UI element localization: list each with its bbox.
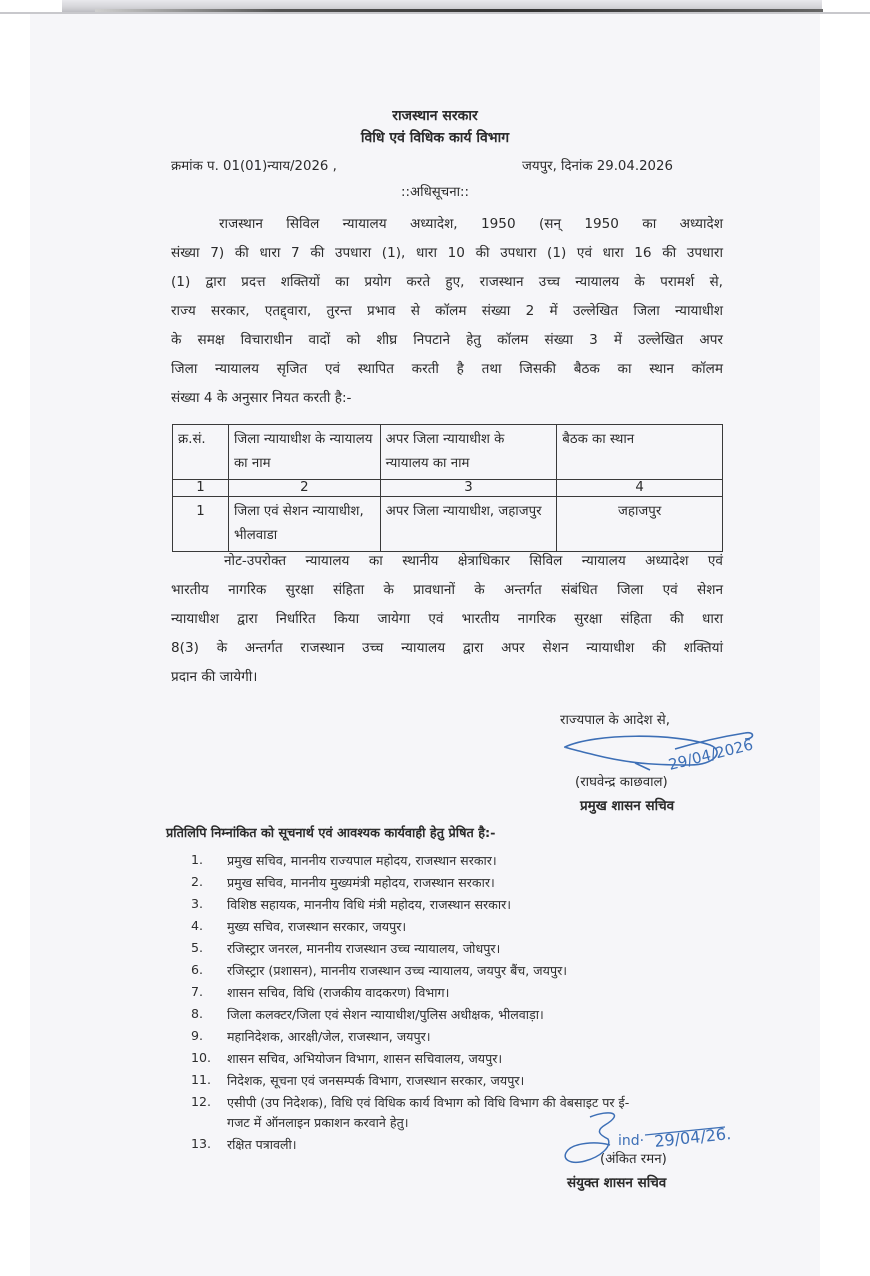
item-text: महानिदेशक, आरक्षी/जेल, राजस्थान, जयपुर। [227,1029,431,1044]
header-serial: क्र.सं. [173,425,229,480]
joint-secretary-name: (अंकित रमन) [600,1152,667,1167]
item-number: 2. [191,874,204,889]
para-line: संख्या 4 के अनुसार नियत करती है:- [171,390,352,406]
item-number: 6. [191,962,204,977]
para-line: जिला न्यायालय सृजित एवं स्थापित करती है तथा जिसकी बैठक का स्थान कॉलम [171,361,723,377]
department-title: विधि एवं विधिक कार्य विभाग [360,130,510,146]
item-number: 12. [191,1094,212,1109]
para-line: राज्य सरकार, एतद्द्वारा, तुरन्त प्रभाव से कॉलम संख्या 2 में उल्लेखित जिला न्यायाधीश [171,303,723,319]
government-title: राजस्थान सरकार [392,108,478,124]
colnum: 3 [380,480,557,497]
item-text: प्रमुख सचिव, माननीय मुख्यमंत्री महोदय, राजस्थान सरकार। [227,875,495,890]
signatory-designation: प्रमुख शासन सचिव [580,798,675,814]
signatory-name: (राघवेन्द्र काछवाल) [575,775,668,790]
note-line: नोट-उपरोक्त न्यायालय का स्थानीय क्षेत्राधिकार सिविल न्यायालय अध्यादेश एवं [224,553,723,569]
note-line: 8(3) के अन्तर्गत राजस्थान उच्च न्यायालय द्वारा अपर सेशन न्यायाधीश की शक्तियां [171,640,723,656]
item-text: रजिस्ट्रार (प्रशासन), माननीय राजस्थान उच्च न्यायालय, जयपुर बैंच, जयपुर। [227,963,568,978]
colnum: 1 [173,480,229,497]
governor-order-line: राज्यपाल के आदेश से, [560,713,671,728]
colnum: 4 [557,480,723,497]
item-text: रक्षित पत्रावली। [227,1137,297,1152]
item-number: 8. [191,1006,204,1021]
item-number: 1. [191,852,204,867]
cell-district-court: जिला एवं सेशन न्यायाधीश, भीलवाडा [228,497,380,552]
item-text: गजट में ऑनलाइन प्रकाशन करवाने हेतु। [227,1115,409,1130]
signature-date: 29/04/2026 [666,735,755,774]
notification-title: ::अधिसूचना:: [401,185,469,200]
note-line: न्यायाधीश द्वारा निर्धारित किया जायेगा एवं भारतीय नागरिक सुरक्षा संहिता की धारा [171,611,723,627]
table-column-number-row [173,480,723,497]
header-district-court: जिला न्यायाधीश के न्यायालय का नाम [228,425,380,480]
signature-icon [550,1105,810,1185]
para-line: राजस्थान सिविल न्यायालय अध्यादेश, 1950 (सन् 1950 का अध्यादेश [219,216,723,232]
header-additional-court: अपर जिला न्यायाधीश के न्यायालय का नाम [380,425,557,480]
item-text: जिला कलक्टर/जिला एवं सेशन न्यायाधीश/पुलिस अधीक्षक, भीलवाड़ा। [227,1007,544,1022]
item-text: निदेशक, सूचना एवं जनसम्पर्क विभाग, राजस्थान सरकार, जयपुर। [227,1073,525,1088]
item-number: 10. [191,1050,212,1065]
item-number: 5. [191,940,204,955]
item-number: 13. [191,1136,212,1151]
note-line: भारतीय नागरिक सुरक्षा संहिता के प्रावधानों के अन्तर्गत संबंधित जिला एवं सेशन [171,582,723,598]
colnum: 2 [228,480,380,497]
item-text: रजिस्ट्रार जनरल, माननीय राजस्थान उच्च न्यायालय, जोधपुर। [227,941,501,956]
item-number: 9. [191,1028,204,1043]
item-number: 4. [191,918,204,933]
item-number: 7. [191,984,204,999]
place-date: जयपुर, दिनांक 29.04.2026 [522,159,673,174]
reference-number: क्रमांक प. 01(01)न्याय/2026 , [171,159,337,174]
court-table [172,424,723,552]
item-number: 11. [191,1072,212,1087]
item-text: शासन सचिव, अभियोजन विभाग, शासन सचिवालय, जयपुर। [227,1051,503,1066]
joint-secretary-designation: संयुक्त शासन सचिव [567,1175,667,1191]
cell-serial: 1 [173,497,229,552]
item-text: प्रमुख सचिव, माननीय राज्यपाल महोदय, राजस्थान सरकार। [227,853,497,868]
item-text: शासन सचिव, विधि (राजकीय वादकरण) विभाग। [227,985,450,1000]
para-line: के समक्ष विचाराधीन वादों को शीघ्र निपटाने हेतु कॉलम संख्या 3 में उल्लेखित अपर [171,332,723,348]
signature-scribble: ind· [618,1133,645,1149]
item-text: विशिष्ठ सहायक, माननीय विधि मंत्री महोदय, राजस्थान सरकार। [227,897,512,912]
item-text: मुख्य सचिव, राजस्थान सरकार, जयपुर। [227,919,407,934]
signature-date: 29/04/26. [653,1124,732,1151]
para-line: संख्या 7) की धारा 7 की उपधारा (1), धारा 10 की उपधारा (1) एवं धारा 16 की उपधारा [171,245,723,261]
note-line: प्रदान की जायेगी। [171,669,258,685]
table-row [173,497,723,552]
cell-sitting-place: जहाजपुर [557,497,723,552]
table-header-row [173,425,723,480]
para-line: (1) द्वारा प्रदत्त शक्तियों का प्रयोग करते हुए, राजस्थान उच्च न्यायालय के परामर्श से, [171,274,723,290]
item-text: एसीपी (उप निदेशक), विधि एवं विधिक कार्य विभाग को विधि विभाग की वेबसाइट पर ई- [227,1095,630,1110]
header-sitting-place: बैठक का स्थान [557,425,723,480]
scan-top-edge [0,0,870,14]
item-number: 3. [191,896,204,911]
copy-to-intro: प्रतिलिपि निम्नांकित को सूचनार्थ एवं आवश्यक कार्यवाही हेतु प्रेषित है:- [166,826,496,841]
cell-additional-court: अपर जिला न्यायाधीश, जहाजपुर [380,497,557,552]
